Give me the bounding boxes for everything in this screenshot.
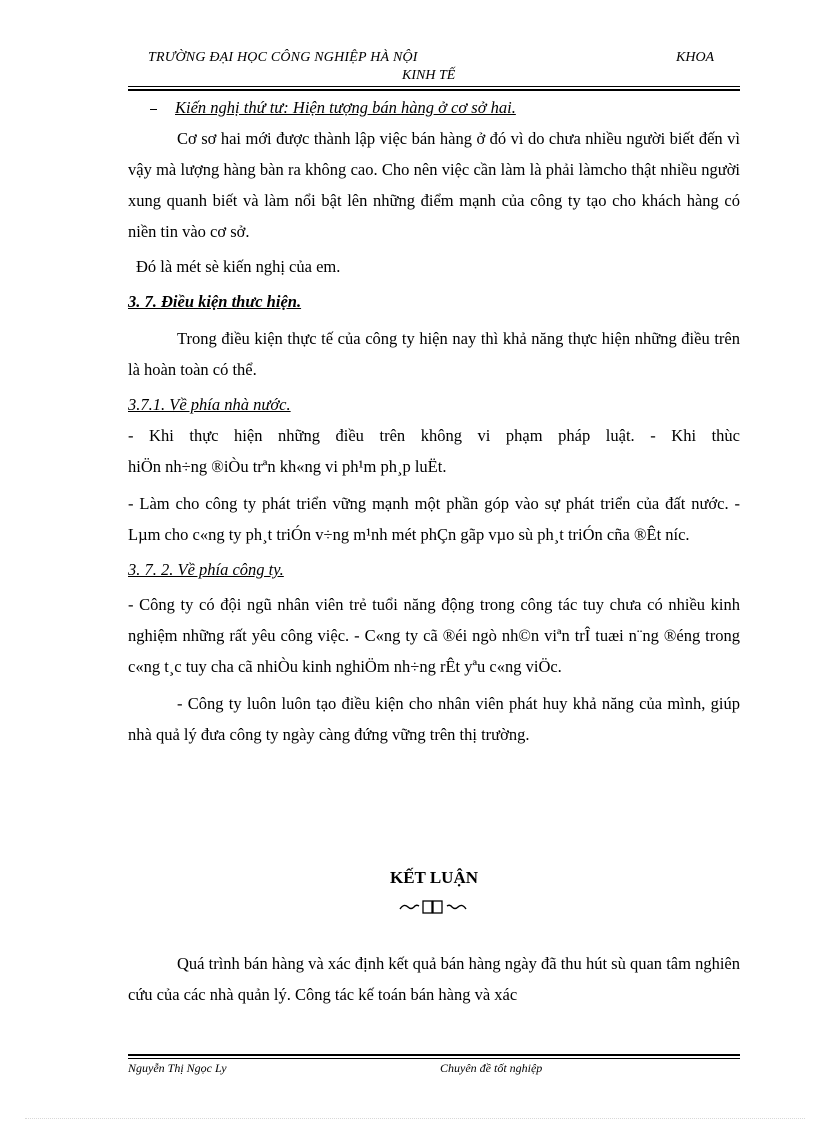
paragraph: - Làm cho công ty phát triển vững mạnh một phần góp vào sự phát triển của đất nước. - Lµm cho c«ng ty ph¸t triÓn v÷ng m¹nh mét phÇn gãp vµo sù ph¸t triÓn cña ®Êt níc. [128, 494, 740, 544]
body-text [128, 92, 740, 750]
book-ornament-icon [398, 898, 468, 916]
paragraph: Đó là mét sè kiến nghị của em. [136, 257, 341, 276]
subsection-heading: 3. 7. 2. Về phía công ty. [128, 560, 284, 579]
conclusion-title: KẾT LUẬN [389, 868, 478, 887]
paragraph: Quá trình bán hàng và xác định kết quả bán hàng ngày đã thu hút sù quan tâm nghiên cứu của các nhà quản lý. Công tác kế toán bán hàng và xác [128, 954, 740, 1004]
paragraph: - Công ty có đội ngũ nhân viên trẻ tuổi năng động trong công tác tuy chưa có nhiều kinh nghiệm những rất yêu công việc. - C«ng ty cã ®éi ngò nh©n viªn trÎ tuæi n¨ng ®éng trong c«ng t¸c tuy cha cã nhiÒu kinh nghiÖm nh÷ng rÊt yªu c«ng viÖc. [128, 595, 740, 676]
page-edge [25, 1118, 805, 1119]
header-faculty-cont: KINH TẾ [402, 68, 456, 83]
subsection-heading: 3.7.1. Về phía nhà nước. [128, 395, 291, 414]
footer-author: Nguyễn Thị Ngọc Ly [128, 1061, 227, 1075]
conclusion-body [128, 948, 740, 1010]
footer-doc-type: Chuyên đề tốt nghiệp [440, 1061, 543, 1075]
header-faculty: KHOA [676, 50, 715, 65]
recommendation-heading: Kiến nghị thứ tư: Hiện tượng bán hàng ở cơ sở hai. [150, 92, 740, 123]
paragraph-line: hiÖn nh÷ng ®iÒu trªn kh«ng vi ph¹m ph¸p luËt. [128, 457, 447, 476]
section-heading: 3. 7. Điều kiện thưc hiện. [128, 292, 302, 311]
paragraph: - Công ty luôn luôn tạo điều kiện cho nhân viên phát huy khả năng của mình, giúp nhà quả lý đưa công ty ngày càng đứng vững trên thị trường. [128, 694, 740, 744]
header-school: TRƯỜNG ĐẠI HỌC CÔNG NGHIỆP HÀ NỘI [148, 50, 418, 65]
header-rule-thick [128, 89, 740, 91]
bullet-dash [150, 109, 157, 110]
paragraph: Trong điều kiện thực tế của công ty hiện nay thì khả năng thực hiện những điều trên là hoàn toàn có thể. [128, 329, 740, 379]
paragraph-line: - Khi thực hiện những điều trên không vi phạm pháp luật. - Khi thùc [128, 426, 740, 445]
paragraph: Cơ sơ hai mới được thành lập việc bán hàng ở đó vì do chưa nhiều người biết đến vì vậy mà lượng hàng bàn ra không cao. Cho nên việc cần làm là phải làmcho thật nhiều người xung quanh biết và làm nổi bật lên những điểm mạnh của công ty tạo cho khách hàng có niền tin vào cơ sở. [128, 129, 740, 241]
footer-rule [128, 1058, 740, 1059]
footer-rule-thick [128, 1054, 740, 1056]
header-rule [128, 86, 740, 87]
